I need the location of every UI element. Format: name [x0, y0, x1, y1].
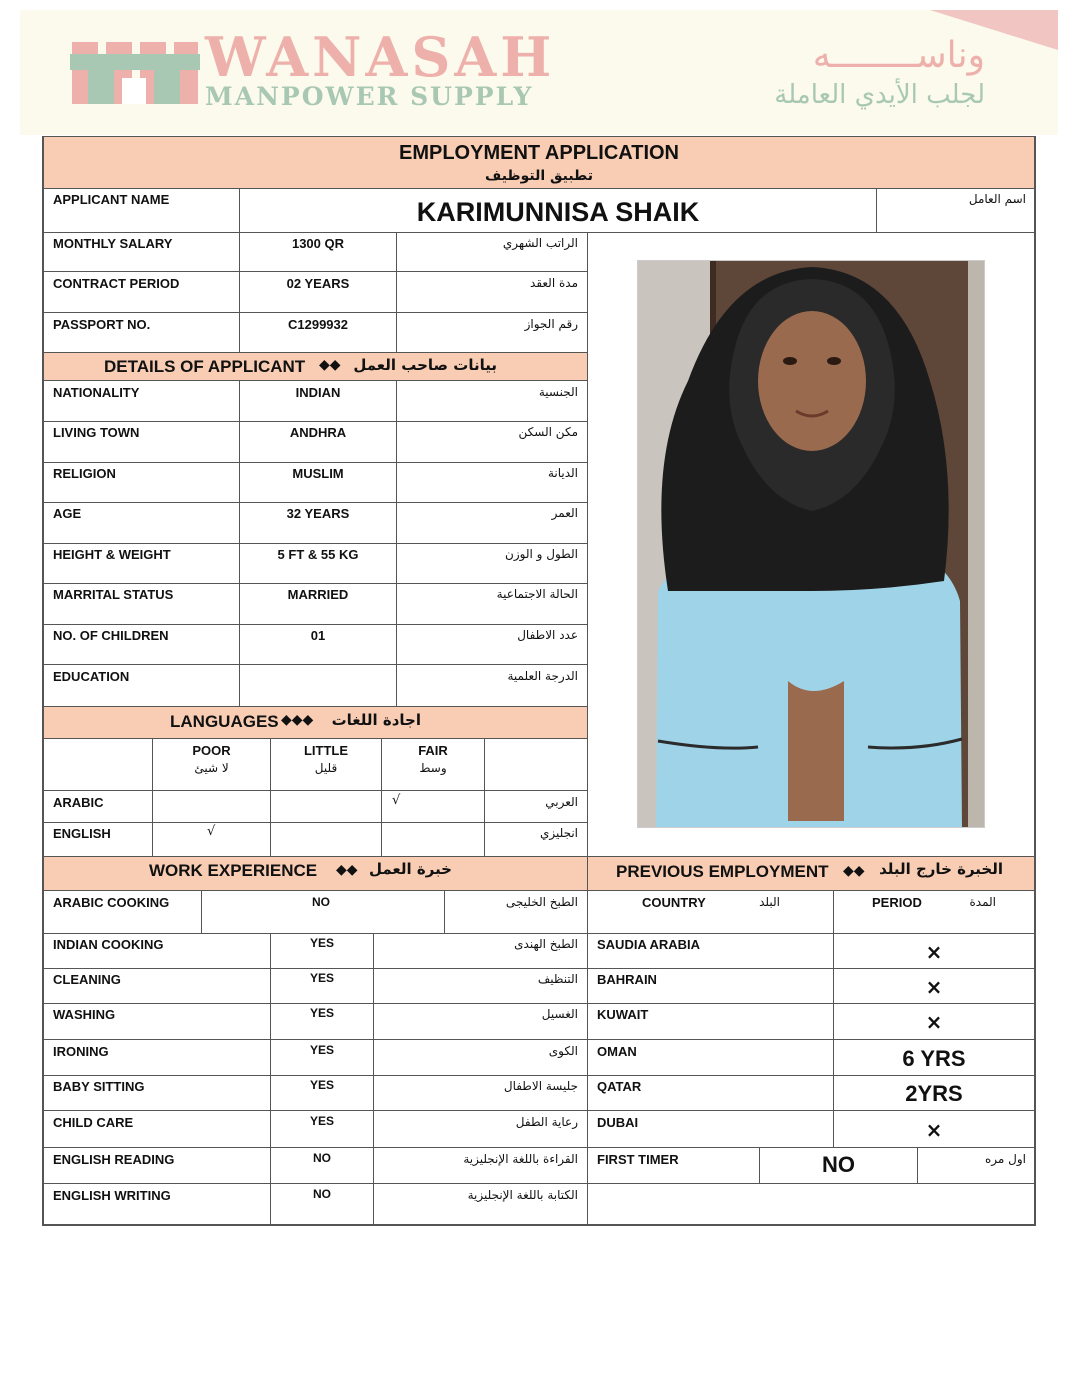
rule: [43, 1003, 1035, 1004]
first-timer-label: FIRST TIMER: [597, 1152, 679, 1167]
work-row-label-arabic: الغسيل: [541, 1007, 578, 1021]
country-header: COUNTRY: [642, 895, 706, 910]
work-row-label-arabic: الكوى: [548, 1044, 578, 1058]
work-row-label-arabic: جليسة الاطفال: [503, 1079, 578, 1093]
work-row-value: YES: [309, 936, 334, 950]
rule: [396, 380, 397, 706]
rule: [43, 706, 587, 707]
rule: [43, 890, 1035, 891]
rule: [43, 421, 587, 422]
lang-col-header-arabic: قليل: [314, 761, 338, 775]
detail-label: NATIONALITY: [53, 385, 140, 400]
work-title: WORK EXPERIENCE: [149, 861, 318, 880]
work-row-label: INDIAN COOKING: [53, 937, 164, 952]
lang-col-header-arabic: لا شيئ: [194, 761, 229, 775]
detail-label-arabic: الحالة الاجتماعية: [496, 587, 578, 601]
border-right: [1034, 136, 1036, 1225]
salary-value: 1300 QR: [291, 236, 345, 251]
country-name: OMAN: [597, 1044, 637, 1059]
detail-label-arabic: العمر: [551, 506, 578, 520]
border-left: [42, 136, 44, 1225]
work-row-label: IRONING: [53, 1044, 109, 1059]
rule: [373, 933, 374, 1224]
detail-label-arabic: عدد الاطفال: [517, 628, 578, 642]
work-row-value: YES: [309, 1043, 334, 1057]
rule: [43, 502, 587, 503]
details-title: DETAILS OF APPLICANT: [104, 357, 306, 376]
country-name: BAHRAIN: [597, 972, 657, 987]
passport-value: C1299932: [288, 317, 348, 332]
languages-title-arabic: اجادة اللغات: [331, 711, 421, 729]
country-name: DUBAI: [597, 1115, 639, 1130]
languages-title: LANGUAGES: [170, 712, 279, 731]
period-value: 6 YRS: [902, 1046, 966, 1071]
rule: [43, 790, 587, 791]
work-row-label: CLEANING: [53, 972, 121, 987]
lang-row-label: ARABIC: [53, 795, 104, 810]
rule: [43, 1147, 1035, 1148]
work-row-label-arabic: الطبخ الخليجى: [505, 895, 578, 909]
lang-col-header: FAIR: [418, 743, 448, 758]
rule: [43, 856, 1035, 857]
period-value: 2YRS: [905, 1081, 963, 1106]
contract-label-arabic: مدة العقد: [530, 276, 578, 290]
lang-col-header: POOR: [192, 743, 231, 758]
work-row-value: NO: [313, 1151, 331, 1165]
salary-label: MONTHLY SALARY: [53, 236, 173, 251]
detail-label-arabic: الجنسية: [538, 385, 578, 399]
detail-label-arabic: الدرجة العلمية: [507, 669, 578, 683]
country-name: QATAR: [597, 1079, 642, 1094]
brand-subtitle-arabic: لجلب الأيدي العاملة: [774, 80, 985, 110]
work-row-label: WASHING: [53, 1007, 116, 1022]
applicant-name-label: APPLICANT NAME: [53, 192, 170, 207]
detail-value: MARRIED: [287, 587, 349, 602]
rule: [396, 232, 397, 352]
detail-label-arabic: الديانة: [547, 466, 578, 480]
languages-band: [43, 706, 587, 738]
form-title-arabic: تطبيق التوظيف: [485, 168, 593, 184]
lang-row-label-arabic: انجليزي: [539, 826, 578, 840]
applicant-name-value: KARIMUNNISA SHAIK: [416, 197, 700, 227]
rule: [876, 188, 877, 232]
rule: [43, 624, 587, 625]
period-value: ×: [925, 940, 943, 964]
detail-value: 01: [310, 628, 326, 643]
applicant-name-label-arabic: اسم العامل: [968, 192, 1026, 206]
work-row-value: NO: [312, 895, 330, 909]
work-row-value: NO: [313, 1187, 331, 1201]
detail-label-arabic: مكن السكن: [518, 425, 578, 439]
rule: [43, 1075, 1035, 1076]
rule: [43, 933, 1035, 934]
first-timer-label-arabic: اول مره: [985, 1152, 1026, 1166]
rule: [239, 232, 240, 352]
period-value: ×: [925, 1118, 943, 1142]
rule: [201, 890, 202, 933]
lang-row-label-arabic: العربي: [545, 795, 578, 809]
detail-label: AGE: [53, 506, 82, 521]
rule: [43, 1039, 1035, 1040]
rule: [43, 312, 587, 313]
work-row-value: YES: [309, 1078, 334, 1092]
work-row-label: CHILD CARE: [53, 1115, 134, 1130]
rule: [43, 664, 587, 665]
detail-value: INDIAN: [295, 385, 341, 400]
rule: [43, 822, 587, 823]
details-title-arabic: بيانات صاحب العمل: [353, 356, 497, 374]
rule: [43, 968, 1035, 969]
work-row-label-arabic: الكتابة باللغة الإنجليزية: [467, 1188, 578, 1202]
detail-label: LIVING TOWN: [53, 425, 140, 440]
work-row-label-arabic: رعاية الطفل: [515, 1115, 578, 1129]
rule: [43, 352, 587, 353]
passport-label-arabic: رقم الجواز: [524, 317, 578, 331]
period-header-arabic: المدة: [969, 895, 996, 909]
rule: [444, 890, 445, 933]
detail-label: MARRITAL STATUS: [53, 587, 174, 602]
salary-label-arabic: الراتب الشهري: [502, 236, 578, 250]
contract-label: CONTRACT PERIOD: [53, 276, 180, 291]
form-title: EMPLOYMENT APPLICATION: [399, 142, 679, 164]
passport-label: PASSPORT NO.: [53, 317, 151, 332]
languages-diamonds-icon: ◆◆◆: [281, 712, 314, 728]
rule: [43, 1183, 1035, 1184]
work-diamonds-icon: ◆◆: [336, 862, 358, 878]
work-row-label: BABY SITTING: [53, 1079, 145, 1094]
work-title-arabic: خبرة العمل: [368, 860, 452, 878]
rule: [43, 380, 587, 381]
previous-diamonds-icon: ◆◆: [843, 863, 865, 879]
country-name: SAUDIA ARABIA: [597, 937, 701, 952]
detail-label: EDUCATION: [53, 669, 130, 684]
border-top: [42, 136, 1036, 137]
detail-label-arabic: الطول و الوزن: [505, 547, 578, 561]
work-row-label-arabic: القراءة باللغة الإنجليزية: [463, 1152, 578, 1166]
work-row-value: YES: [309, 1006, 334, 1020]
lang-check-icon: √: [392, 793, 401, 808]
brand-subtitle: MANPOWER SUPPLY: [205, 82, 534, 111]
company-logo-icon: [70, 30, 200, 106]
rule: [43, 188, 1035, 189]
period-value: ×: [925, 975, 943, 999]
work-row-value: YES: [309, 971, 334, 985]
period-header: PERIOD: [872, 895, 922, 910]
rule: [43, 271, 587, 272]
lang-row-label: ENGLISH: [53, 826, 111, 841]
rule: [43, 462, 587, 463]
work-row-value: YES: [309, 1114, 334, 1128]
work-row-label-arabic: التنظيف: [537, 972, 578, 986]
detail-label: NO. OF CHILDREN: [53, 628, 169, 643]
detail-value: MUSLIM: [292, 466, 344, 481]
previous-title: PREVIOUS EMPLOYMENT: [616, 862, 829, 881]
detail-label: RELIGION: [53, 466, 116, 481]
work-row-label: ENGLISH READING: [53, 1152, 175, 1167]
lang-col-header: LITTLE: [303, 743, 349, 758]
detail-value: 5 FT & 55 KG: [277, 547, 359, 562]
detail-value: 32 YEARS: [286, 506, 350, 521]
applicant-portrait-illustration: [638, 261, 985, 828]
brand-name: WANASAH: [205, 25, 556, 89]
period-value: ×: [925, 1010, 943, 1034]
country-name: KUWAIT: [597, 1007, 649, 1022]
work-row-label-arabic: الطبخ الهندى: [514, 937, 578, 951]
rule: [917, 1147, 918, 1183]
rule: [43, 738, 587, 739]
work-row-label: ARABIC COOKING: [53, 895, 170, 910]
rule: [43, 583, 587, 584]
rule: [43, 1110, 1035, 1111]
country-header-arabic: البلد: [759, 895, 780, 909]
border-bottom: [42, 1224, 1036, 1226]
detail-value: ANDHRA: [289, 425, 347, 440]
contract-value: 02 YEARS: [286, 276, 350, 291]
lang-col-header-arabic: وسط: [419, 761, 447, 775]
detail-label: HEIGHT & WEIGHT: [53, 547, 171, 562]
rule: [484, 738, 485, 856]
previous-title-arabic: الخبرة خارج البلد: [879, 860, 1003, 878]
brand-name-arabic: وناســــــــه: [812, 35, 985, 76]
applicant-photo: [637, 260, 985, 828]
lang-check-icon: √: [207, 824, 216, 839]
rule: [43, 232, 1035, 233]
rule: [43, 543, 587, 544]
details-diamonds-icon: ◆◆: [319, 357, 341, 373]
first-timer-value: NO: [822, 1152, 855, 1177]
work-row-label: ENGLISH WRITING: [53, 1188, 171, 1203]
